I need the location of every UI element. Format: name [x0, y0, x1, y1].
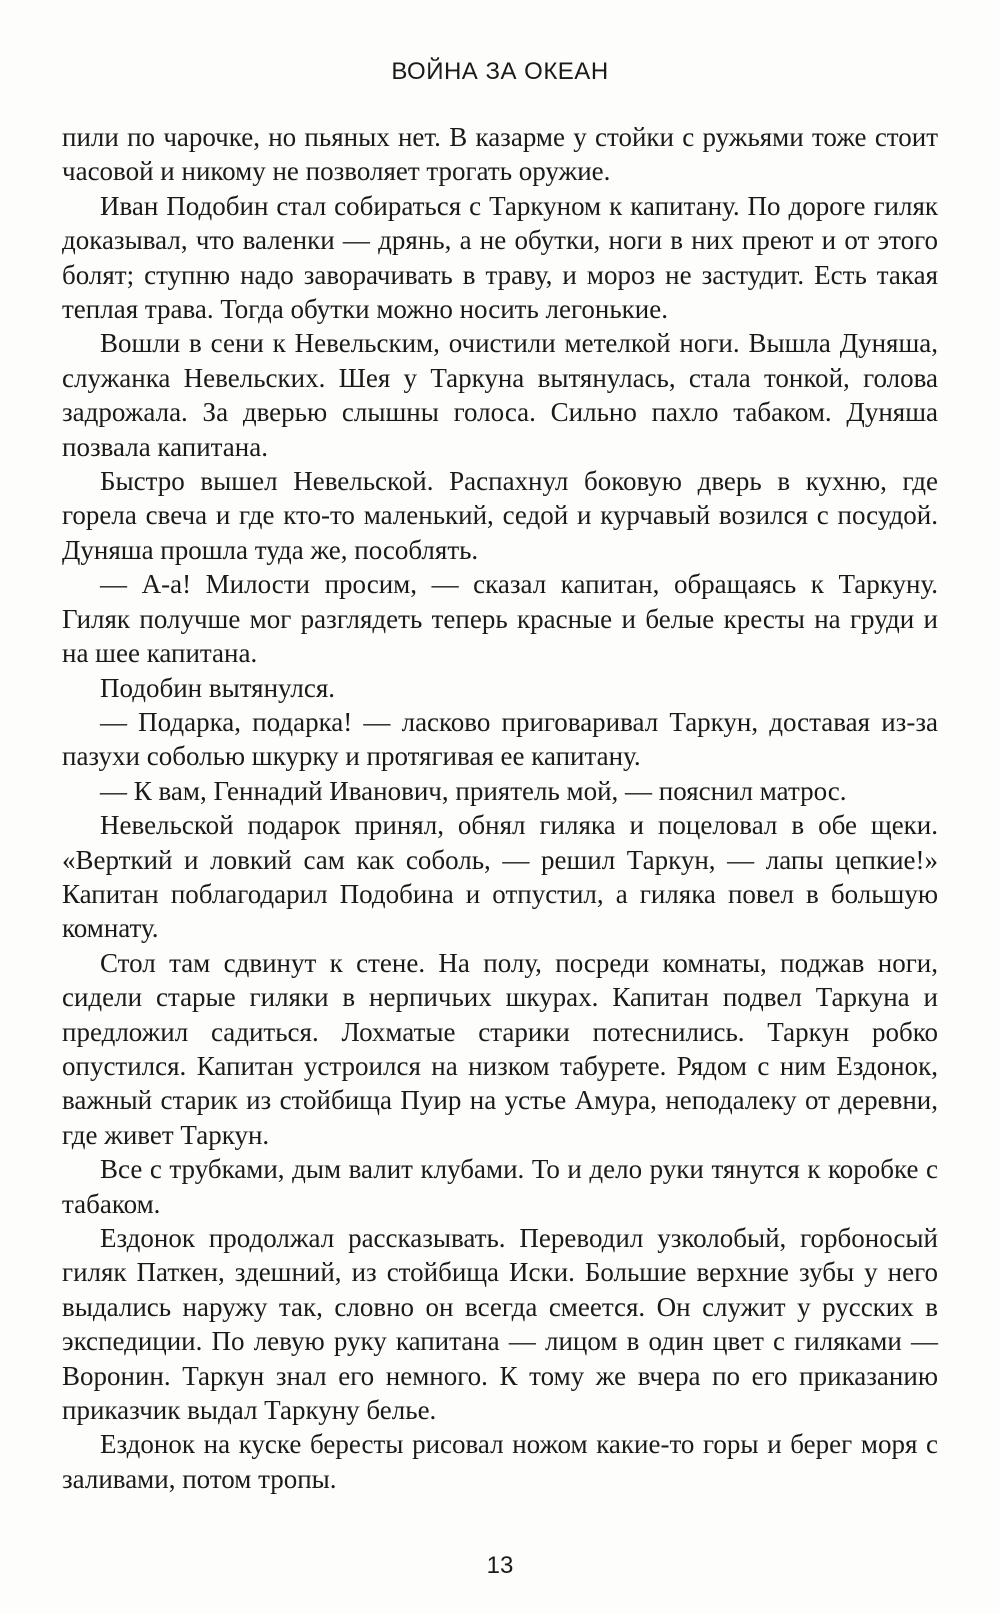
- paragraph: — А-а! Милости просим, — сказал капитан, обращаясь к Таркуну. Гиляк получше мог разглядеть теперь красные и белые кресты на груди и на шее капитана.: [62, 569, 938, 669]
- paragraph: Подобин вытянулся.: [100, 672, 335, 703]
- paragraph: Ездонок на куске бересты рисовал ножом какие-то горы и берег моря с заливами, потом тропы.: [62, 1429, 938, 1494]
- page-number: 13: [486, 1552, 514, 1579]
- paragraph: Стол там сдвинут к стене. На полу, посреди комнаты, поджав ноги, сидели старые гиляки в нерпичьих шкурах. Капитан подвел Таркуна и предложил садиться. Лохматые старики потеснились. Таркун робко опустился. Капитан устроился на низком табурете. Рядом с ним Ездонок, важный старик из стойбища Пуир на устье Амура, неподалеку от деревни, где живет Таркун.: [62, 947, 938, 1150]
- paragraph: Вошли в сени к Невельским, очистили метелкой ноги. Вышла Дуняша, служанка Невельских. Шея у Таркуна вытянулась, стала тонкой, голова задрожала. За дверью слышны голоса. Сильно пахло табаком. Дуняша позвала капитана.: [62, 328, 938, 462]
- running-title: ВОЙНА ЗА ОКЕАН: [391, 58, 609, 85]
- paragraph: Иван Подобин стал собираться с Таркуном к капитану. По дороге гиляк доказывал, что валенки — дрянь, а не обутки, ноги в них преют и от этого болят; ступню надо заворачивать в траву, и мороз не застудит. Есть такая теплая трава. Тогда обутки можно носить легонькие.: [62, 190, 938, 325]
- paragraph: Все с трубками, дым валит клубами. То и дело руки тянутся к коробке с табаком.: [62, 1154, 938, 1219]
- body-text: [62, 120, 938, 1496]
- paragraph: — Подарка, подарка! — ласково приговаривал Таркун, доставая из-за пазухи соболью шкурку и протягивая ее капитану.: [62, 706, 938, 772]
- paragraph: — К вам, Геннадий Иванович, приятель мой, — пояснил матрос.: [100, 775, 847, 806]
- paragraph: Быстро вышел Невельской. Распахнул боковую дверь в кухню, где горела свеча и где кто-то маленький, седой и курчавый возился с посудой. Дуняша прошла туда же, пособлять.: [62, 466, 938, 565]
- paragraph: Невельской подарок принял, обнял гиляка и поцеловал в обе щеки. «Верткий и ловкий сам как соболь, — решил Таркун, — лапы цепкие!» Капитан поблагодарил Подобина и отпустил, а гиляка повел в большую комнату.: [62, 810, 938, 944]
- paragraph: пили по чарочке, но пьяных нет. В казарме у стойки с ружьями тоже стоит часовой и никому не позволяет трогать оружие.: [62, 122, 938, 187]
- paragraph: Ездонок продолжал рассказывать. Переводил узколобый, горбоносый гиляк Паткен, здешний, из стойбища Иски. Большие верхние зубы у него выдались наружу так, словно он всегда смеется. Он служит у русских в экспедиции. По левую руку капитана — лицом в один цвет с гиляками — Воронин. Таркун знал его немного. К тому же вчера по его приказанию приказчик выдал Таркуну белье.: [62, 1223, 938, 1426]
